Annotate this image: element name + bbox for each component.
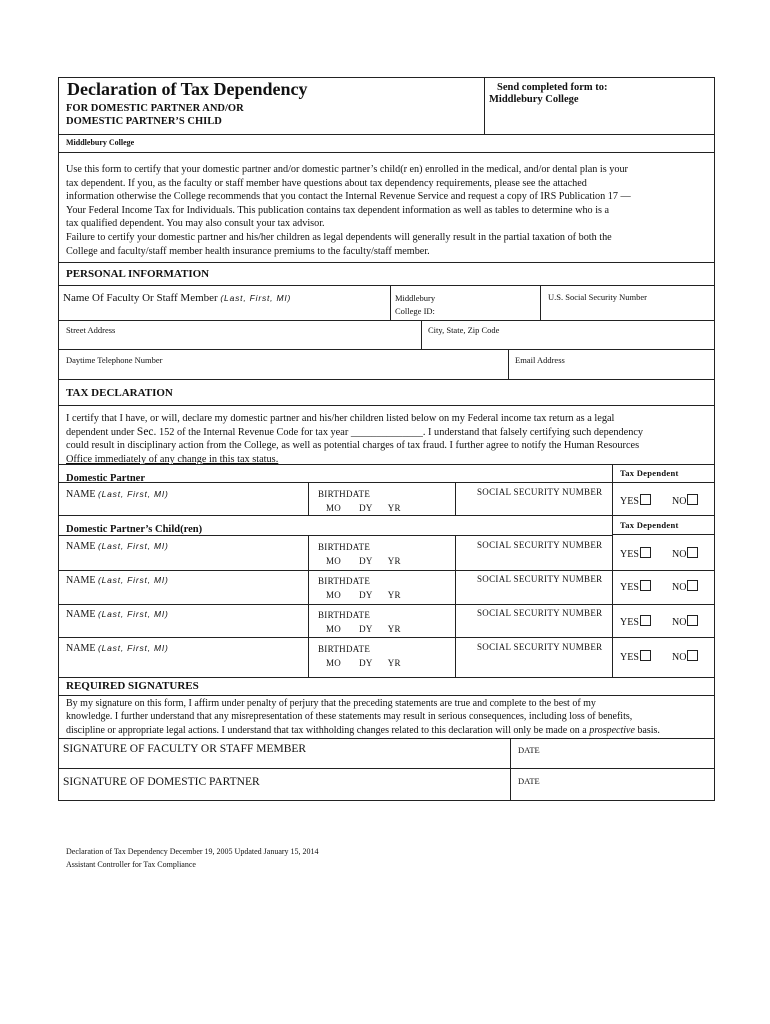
children-heading: Domestic Partner’s Child(ren) xyxy=(66,524,203,535)
child-3-yes-checkbox[interactable]: YES xyxy=(620,615,651,628)
form-subtitle: FOR DOMESTIC PARTNER AND/OR xyxy=(66,103,244,114)
child-3-name-field[interactable]: NAME (Last, First, MI) xyxy=(66,609,169,620)
child-4-yes-checkbox[interactable]: YES xyxy=(620,650,651,663)
child-2-name-field[interactable]: NAME (Last, First, MI) xyxy=(66,575,169,586)
partner-date-field[interactable]: DATE xyxy=(518,776,540,786)
signatures-text: By my signature on this form, I affirm under penalty of perjury that the preceding statements are true and complete to the best of my knowledge. I further understand that any misrepresentation of these statements may result in serious consequences, including loss of benefits, discipline or appropriate legal actions. I understand that tax withholding changes related to this declaration will only be made on a prospective basis. xyxy=(66,698,660,736)
signatures-heading: REQUIRED SIGNATURES xyxy=(66,680,199,692)
tax-dependent-label: Tax Dependent xyxy=(620,468,679,478)
email-field[interactable]: Email Address xyxy=(515,355,565,365)
child-2-no-checkbox[interactable]: NO xyxy=(672,580,698,593)
intro-paragraph: Use this form to certify that your domestic partner and/or domestic partner’s child(r en) enrolled in the medical, and/or dental plan is your tax dependent. If you, as the faculty or staff member have questions about tax dependency requirements, please see the attached information otherwise the College recommends that you contact the Internal Revenue Service and request a copy of IRS Publication 17 — Your Federal Income Tax for Individuals. This publication contains tax dependent information as well as tables to determine who is a tax qualified dependent. You may also consult your tax advisor. Failure to certify your domestic partner and his/her children as legal dependents will generally result in the partial taxation of both the College and faculty/staff member health insurance premiums to the faculty/staff member. xyxy=(66,164,631,257)
child-4-no-checkbox[interactable]: NO xyxy=(672,650,698,663)
city-state-zip-field[interactable]: City, State, Zip Code xyxy=(428,325,500,335)
send-to: Middlebury College xyxy=(489,94,579,105)
child-4-birthdate-field[interactable]: BIRTHDATE MO DY YR xyxy=(318,644,401,668)
phone-field[interactable]: Daytime Telephone Number xyxy=(66,355,163,365)
child-1-birthdate-field[interactable]: BIRTHDATE MO DY YR xyxy=(318,542,401,566)
ssn-field[interactable]: U.S. Social Security Number xyxy=(548,292,647,302)
faculty-date-field[interactable]: DATE xyxy=(518,745,540,755)
personal-info-heading: PERSONAL INFORMATION xyxy=(66,268,210,280)
footer-revision: Declaration of Tax Dependency December 19, 2005 Updated January 15, 2014 xyxy=(66,847,319,856)
street-address-field[interactable]: Street Address xyxy=(66,325,116,335)
partner-birthdate-field[interactable]: BIRTHDATE MO DY YR xyxy=(318,489,401,513)
child-1-name-field[interactable]: NAME (Last, First, MI) xyxy=(66,541,169,552)
child-3-no-checkbox[interactable]: NO xyxy=(672,615,698,628)
child-2-ssn-field[interactable]: SOCIAL SECURITY NUMBER xyxy=(477,574,603,584)
institution-label: Middlebury College xyxy=(66,138,135,147)
form-subtitle-2: DOMESTIC PARTNER’S CHILD xyxy=(66,116,222,127)
send-label: Send completed form to: xyxy=(497,82,608,93)
child-1-ssn-field[interactable]: SOCIAL SECURITY NUMBER xyxy=(477,540,603,550)
child-1-yes-checkbox[interactable]: YES xyxy=(620,547,651,560)
child-1-no-checkbox[interactable]: NO xyxy=(672,547,698,560)
child-3-ssn-field[interactable]: SOCIAL SECURITY NUMBER xyxy=(477,608,603,618)
tax-declaration-heading: TAX DECLARATION xyxy=(66,387,173,399)
faculty-signature-field[interactable]: SIGNATURE OF FACULTY OR STAFF MEMBER xyxy=(63,743,307,755)
child-2-yes-checkbox[interactable]: YES xyxy=(620,580,651,593)
college-id-field[interactable]: Middlebury College ID: xyxy=(395,293,436,316)
tax-dependent-label-2: Tax Dependent xyxy=(620,520,679,530)
child-3-birthdate-field[interactable]: BIRTHDATE MO DY YR xyxy=(318,610,401,634)
child-4-ssn-field[interactable]: SOCIAL SECURITY NUMBER xyxy=(477,642,603,652)
partner-yes-checkbox[interactable]: YES xyxy=(620,494,651,507)
footer-owner: Assistant Controller for Tax Compliance xyxy=(66,860,196,869)
partner-heading: Domestic Partner xyxy=(66,473,146,484)
partner-name-field[interactable]: NAME (Last, First, MI) xyxy=(66,489,169,500)
tax-declaration-text: I certify that I have, or will, declare my domestic partner and his/her children listed below on my Federal income tax return as a legal dependent under Sec. 152 of the Internal Revenue Code for tax year ______________. I understand that falsely certifying such dependency could result in disciplinary action from the College, as well as potential charges of tax fraud. I further agree to notify the Human Resources Office immediately of any change in this tax status. xyxy=(66,413,644,465)
partner-signature-field[interactable]: SIGNATURE OF DOMESTIC PARTNER xyxy=(63,776,260,788)
partner-ssn-field[interactable]: SOCIAL SECURITY NUMBER xyxy=(477,487,603,497)
faculty-name-field[interactable]: Name Of Faculty Or Staff Member (Last, First, MI) xyxy=(63,292,292,304)
partner-no-checkbox[interactable]: NO xyxy=(672,494,698,507)
form-title: Declaration of Tax Dependency xyxy=(67,79,308,99)
child-2-birthdate-field[interactable]: BIRTHDATE MO DY YR xyxy=(318,576,401,600)
child-4-name-field[interactable]: NAME (Last, First, MI) xyxy=(66,643,169,654)
